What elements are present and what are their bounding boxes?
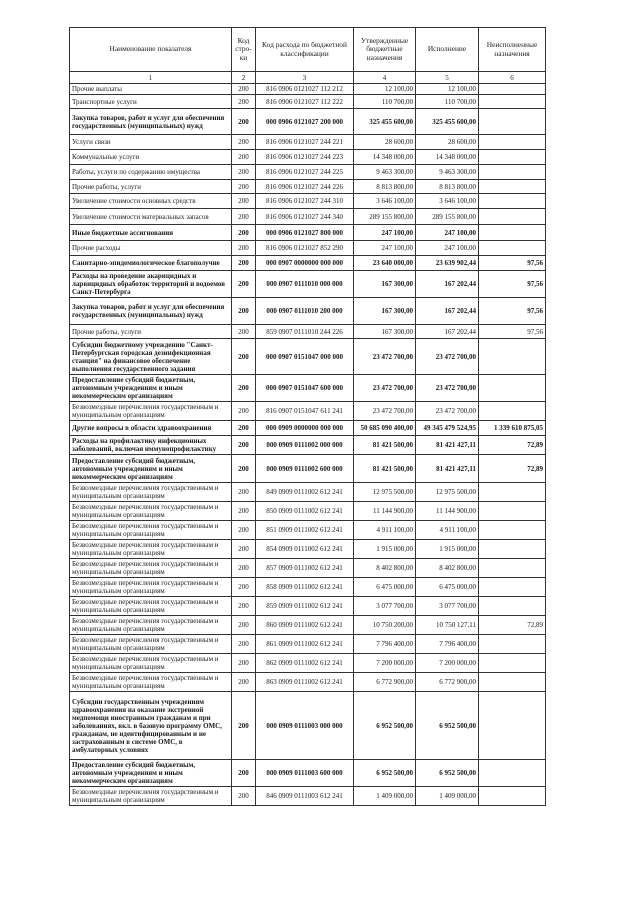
row-expense-code: 860 0909 0111002 612 241 bbox=[256, 616, 354, 635]
row-expense-code: 816 0906 0121027 244 226 bbox=[256, 180, 354, 194]
table-row bbox=[70, 436, 546, 455]
row-expense-code: 000 0909 0000000 000 000 bbox=[256, 421, 354, 436]
row-line-code: 200 bbox=[232, 455, 256, 483]
table-row bbox=[70, 616, 546, 635]
table-row bbox=[70, 84, 546, 95]
row-approved: 23 640 000,00 bbox=[354, 256, 416, 271]
table-row bbox=[70, 483, 546, 502]
row-expense-code: 859 0909 0111002 612 241 bbox=[256, 597, 354, 616]
row-name: Безвозмездные перечисления государственным и муниципальным организациям bbox=[70, 673, 232, 692]
row-approved: 50 685 090 400,00 bbox=[354, 421, 416, 436]
row-executed: 9 463 300,00 bbox=[416, 165, 479, 180]
table-row bbox=[70, 109, 546, 135]
row-name: Безвозмездные перечисления государственным и муниципальным организациям bbox=[70, 540, 232, 559]
row-line-code: 200 bbox=[232, 760, 256, 787]
row-name: Увеличение стоимости основных средств bbox=[70, 194, 232, 209]
row-unexecuted bbox=[479, 375, 546, 402]
row-executed: 11 144 900,00 bbox=[416, 502, 479, 521]
row-expense-code: 851 0909 0111002 612 241 bbox=[256, 521, 354, 540]
row-line-code: 200 bbox=[232, 521, 256, 540]
row-executed: 28 600,00 bbox=[416, 135, 479, 150]
row-approved: 3 077 700,00 bbox=[354, 597, 416, 616]
row-unexecuted bbox=[479, 692, 546, 760]
row-name: Расходы на профилактику инфекционных заболеваний, включая иммунопрофилактику bbox=[70, 436, 232, 455]
row-name: Транспортные услуги bbox=[70, 95, 232, 109]
row-name: Безвозмездные перечисления государственным и муниципальным организациям bbox=[70, 483, 232, 502]
row-unexecuted bbox=[479, 209, 546, 225]
row-executed: 6 952 500,00 bbox=[416, 760, 479, 787]
row-approved: 11 144 900,00 bbox=[354, 502, 416, 521]
row-expense-code: 862 0909 0111002 612 241 bbox=[256, 654, 354, 673]
row-approved: 12 975 500,00 bbox=[354, 483, 416, 502]
row-line-code: 200 bbox=[232, 654, 256, 673]
table-row bbox=[70, 692, 546, 760]
row-name: Прочие расходы bbox=[70, 241, 232, 256]
row-approved: 12 100,00 bbox=[354, 84, 416, 95]
row-executed: 81 421 427,11 bbox=[416, 436, 479, 455]
row-expense-code: 859 0907 0111010 244 226 bbox=[256, 325, 354, 339]
row-line-code: 200 bbox=[232, 165, 256, 180]
row-unexecuted bbox=[479, 180, 546, 194]
row-expense-code: 854 0909 0111002 612 241 bbox=[256, 540, 354, 559]
row-executed: 23 472 700,00 bbox=[416, 402, 479, 421]
row-unexecuted bbox=[479, 402, 546, 421]
row-name: Безвозмездные перечисления государственным и муниципальным организациям bbox=[70, 654, 232, 673]
row-line-code: 200 bbox=[232, 673, 256, 692]
row-approved: 1 915 000,00 bbox=[354, 540, 416, 559]
row-executed: 10 750 127,11 bbox=[416, 616, 479, 635]
row-name: Иные бюджетные ассигнования bbox=[70, 225, 232, 241]
row-name: Прочие работы, услуги bbox=[70, 325, 232, 339]
row-approved: 10 750 200,00 bbox=[354, 616, 416, 635]
table-row bbox=[70, 180, 546, 194]
row-line-code: 200 bbox=[232, 95, 256, 109]
row-unexecuted bbox=[479, 760, 546, 787]
row-name: Закупка товаров, работ и услуг для обеспечения государственных (муниципальных) нужд bbox=[70, 109, 232, 135]
table-row bbox=[70, 325, 546, 339]
row-line-code: 200 bbox=[232, 225, 256, 241]
row-expense-code: 000 0907 0000000 000 000 bbox=[256, 256, 354, 271]
row-executed: 7 796 400,00 bbox=[416, 635, 479, 654]
row-executed: 8 813 800,00 bbox=[416, 180, 479, 194]
row-name: Предоставление субсидий бюджетным, автономным учреждениям и иным некоммерческим организациям bbox=[70, 760, 232, 787]
row-approved: 6 772 900,00 bbox=[354, 673, 416, 692]
row-executed: 3 646 100,00 bbox=[416, 194, 479, 209]
row-unexecuted: 97,56 bbox=[479, 325, 546, 339]
row-approved: 167 300,00 bbox=[354, 298, 416, 325]
row-unexecuted bbox=[479, 559, 546, 578]
row-unexecuted bbox=[479, 165, 546, 180]
column-number: 6 bbox=[479, 72, 546, 84]
row-unexecuted bbox=[479, 521, 546, 540]
row-executed: 289 155 800,00 bbox=[416, 209, 479, 225]
row-executed: 8 402 800,00 bbox=[416, 559, 479, 578]
row-line-code: 200 bbox=[232, 483, 256, 502]
row-unexecuted bbox=[479, 483, 546, 502]
row-expense-code: 816 0906 0121027 112 212 bbox=[256, 84, 354, 95]
row-line-code: 200 bbox=[232, 194, 256, 209]
row-approved: 81 421 500,00 bbox=[354, 455, 416, 483]
row-line-code: 200 bbox=[232, 375, 256, 402]
table-row bbox=[70, 654, 546, 673]
row-line-code: 200 bbox=[232, 616, 256, 635]
row-unexecuted bbox=[479, 339, 546, 375]
row-unexecuted: 97,56 bbox=[479, 298, 546, 325]
row-approved: 289 155 800,00 bbox=[354, 209, 416, 225]
row-unexecuted bbox=[479, 135, 546, 150]
header-name: Наименование показателя bbox=[70, 28, 232, 72]
budget-execution-table bbox=[69, 27, 546, 806]
row-name: Безвозмездные перечисления государственным и муниципальным организациям bbox=[70, 502, 232, 521]
column-number: 5 bbox=[416, 72, 479, 84]
row-unexecuted bbox=[479, 673, 546, 692]
row-expense-code: 000 0907 0111010 000 000 bbox=[256, 271, 354, 298]
row-unexecuted bbox=[479, 635, 546, 654]
table-row bbox=[70, 165, 546, 180]
row-line-code: 200 bbox=[232, 692, 256, 760]
column-number: 1 bbox=[70, 72, 232, 84]
row-expense-code: 000 0909 0111003 000 000 bbox=[256, 692, 354, 760]
table-header-row bbox=[70, 28, 546, 72]
row-name: Безвозмездные перечисления государственным и муниципальным организациям bbox=[70, 402, 232, 421]
row-expense-code: 816 0906 0121027 244 225 bbox=[256, 165, 354, 180]
row-expense-code: 816 0906 0121027 244 310 bbox=[256, 194, 354, 209]
row-expense-code: 000 0907 0151047 000 000 bbox=[256, 339, 354, 375]
row-name: Безвозмездные перечисления государственным и муниципальным организациям bbox=[70, 635, 232, 654]
header-approved: Утвержденные бюджетные назначения bbox=[354, 28, 416, 72]
table-row bbox=[70, 760, 546, 787]
table-row bbox=[70, 95, 546, 109]
table-row bbox=[70, 402, 546, 421]
row-unexecuted bbox=[479, 225, 546, 241]
row-expense-code: 816 0906 0121027 852 290 bbox=[256, 241, 354, 256]
row-line-code: 200 bbox=[232, 84, 256, 95]
row-unexecuted: 97,56 bbox=[479, 256, 546, 271]
row-line-code: 200 bbox=[232, 109, 256, 135]
row-executed: 49 345 479 524,95 bbox=[416, 421, 479, 436]
row-line-code: 200 bbox=[232, 256, 256, 271]
row-line-code: 200 bbox=[232, 578, 256, 597]
row-executed: 23 472 700,00 bbox=[416, 375, 479, 402]
row-line-code: 200 bbox=[232, 209, 256, 225]
row-name: Субсидии государственным учреждениям здравоохранения на оказание экстренной медпомощи иностранным гражданам и при заболеваниях, вкл. в базовую программу ОМС, гражданам, не идентифицированным и не застрахованным в системе ОМС, в амбулаторных условиях bbox=[70, 692, 232, 760]
row-approved: 110 700,00 bbox=[354, 95, 416, 109]
row-approved: 7 200 000,00 bbox=[354, 654, 416, 673]
table-row bbox=[70, 455, 546, 483]
row-unexecuted bbox=[479, 109, 546, 135]
row-approved: 81 421 500,00 bbox=[354, 436, 416, 455]
row-executed: 14 348 000,00 bbox=[416, 150, 479, 165]
row-expense-code: 863 0909 0111002 612 241 bbox=[256, 673, 354, 692]
row-approved: 7 796 400,00 bbox=[354, 635, 416, 654]
row-executed: 6 952 500,00 bbox=[416, 692, 479, 760]
row-name: Безвозмездные перечисления государственным и муниципальным организациям bbox=[70, 787, 232, 806]
table-row bbox=[70, 540, 546, 559]
row-approved: 9 463 300,00 bbox=[354, 165, 416, 180]
row-name: Прочие выплаты bbox=[70, 84, 232, 95]
row-name: Санитарно-эпидемиологическое благополучие bbox=[70, 256, 232, 271]
row-approved: 23 472 700,00 bbox=[354, 339, 416, 375]
row-line-code: 200 bbox=[232, 339, 256, 375]
row-name: Коммунальные услуги bbox=[70, 150, 232, 165]
row-unexecuted bbox=[479, 597, 546, 616]
row-approved: 167 300,00 bbox=[354, 271, 416, 298]
row-executed: 6 475 000,00 bbox=[416, 578, 479, 597]
row-executed: 23 472 700,00 bbox=[416, 339, 479, 375]
row-unexecuted: 72,89 bbox=[479, 455, 546, 483]
row-line-code: 200 bbox=[232, 540, 256, 559]
row-line-code: 200 bbox=[232, 135, 256, 150]
row-executed: 167 202,44 bbox=[416, 325, 479, 339]
row-executed: 110 700,00 bbox=[416, 95, 479, 109]
row-approved: 23 472 700,00 bbox=[354, 402, 416, 421]
row-name: Безвозмездные перечисления государственным и муниципальным организациям bbox=[70, 559, 232, 578]
row-name: Безвозмездные перечисления государственным и муниципальным организациям bbox=[70, 521, 232, 540]
row-executed: 23 639 902,44 bbox=[416, 256, 479, 271]
row-approved: 6 475 000,00 bbox=[354, 578, 416, 597]
header-expense-code: Код расхода по бюджетной классификации bbox=[256, 28, 354, 72]
row-executed: 12 975 500,00 bbox=[416, 483, 479, 502]
row-name: Увеличение стоимости материальных запасов bbox=[70, 209, 232, 225]
row-unexecuted bbox=[479, 787, 546, 806]
row-expense-code: 849 0909 0111002 612 241 bbox=[256, 483, 354, 502]
row-executed: 81 421 427,11 bbox=[416, 455, 479, 483]
row-name: Предоставление субсидий бюджетным, автономным учреждениям и иным некоммерческим организациям bbox=[70, 455, 232, 483]
table-row bbox=[70, 209, 546, 225]
column-number-row bbox=[70, 72, 546, 84]
row-executed: 1 409 000,00 bbox=[416, 787, 479, 806]
table-row bbox=[70, 578, 546, 597]
row-expense-code: 816 0906 0121027 244 221 bbox=[256, 135, 354, 150]
row-unexecuted bbox=[479, 84, 546, 95]
row-executed: 6 772 900,00 bbox=[416, 673, 479, 692]
row-approved: 8 813 800,00 bbox=[354, 180, 416, 194]
row-approved: 247 100,00 bbox=[354, 225, 416, 241]
table-row bbox=[70, 194, 546, 209]
row-expense-code: 000 0907 0151047 600 000 bbox=[256, 375, 354, 402]
row-expense-code: 816 0906 0121027 244 223 bbox=[256, 150, 354, 165]
row-unexecuted: 1 339 610 875,05 bbox=[479, 421, 546, 436]
row-unexecuted: 72,89 bbox=[479, 616, 546, 635]
row-line-code: 200 bbox=[232, 298, 256, 325]
row-line-code: 200 bbox=[232, 241, 256, 256]
row-name: Безвозмездные перечисления государственным и муниципальным организациям bbox=[70, 616, 232, 635]
row-approved: 6 952 500,00 bbox=[354, 760, 416, 787]
row-executed: 4 911 100,00 bbox=[416, 521, 479, 540]
row-line-code: 200 bbox=[232, 271, 256, 298]
row-line-code: 200 bbox=[232, 559, 256, 578]
row-approved: 4 911 100,00 bbox=[354, 521, 416, 540]
row-line-code: 200 bbox=[232, 421, 256, 436]
row-unexecuted bbox=[479, 578, 546, 597]
header-line-code: Код стро-ки bbox=[232, 28, 256, 72]
row-expense-code: 816 0906 0121027 244 340 bbox=[256, 209, 354, 225]
row-unexecuted bbox=[479, 194, 546, 209]
table-row bbox=[70, 241, 546, 256]
column-number: 4 bbox=[354, 72, 416, 84]
table-row bbox=[70, 787, 546, 806]
row-approved: 28 600,00 bbox=[354, 135, 416, 150]
row-line-code: 200 bbox=[232, 150, 256, 165]
row-executed: 3 077 700,00 bbox=[416, 597, 479, 616]
header-unexecuted: Неисполненные назначения bbox=[479, 28, 546, 72]
row-expense-code: 858 0909 0111002 612 241 bbox=[256, 578, 354, 597]
table-row bbox=[70, 135, 546, 150]
row-approved: 247 100,00 bbox=[354, 241, 416, 256]
row-expense-code: 000 0909 0111002 600 000 bbox=[256, 455, 354, 483]
row-approved: 3 646 100,00 bbox=[354, 194, 416, 209]
row-approved: 1 409 000,00 bbox=[354, 787, 416, 806]
row-executed: 7 200 000,00 bbox=[416, 654, 479, 673]
row-expense-code: 846 0909 0111003 612 241 bbox=[256, 787, 354, 806]
row-unexecuted bbox=[479, 540, 546, 559]
row-unexecuted bbox=[479, 95, 546, 109]
row-line-code: 200 bbox=[232, 597, 256, 616]
table-row bbox=[70, 421, 546, 436]
column-number: 3 bbox=[256, 72, 354, 84]
row-line-code: 200 bbox=[232, 325, 256, 339]
row-expense-code: 816 0907 0151047 611 241 bbox=[256, 402, 354, 421]
table-body bbox=[70, 84, 546, 806]
row-name: Другие вопросы в области здравоохранения bbox=[70, 421, 232, 436]
row-line-code: 200 bbox=[232, 436, 256, 455]
row-expense-code: 857 0909 0111002 612 241 bbox=[256, 559, 354, 578]
table-row bbox=[70, 298, 546, 325]
row-executed: 167 202,44 bbox=[416, 298, 479, 325]
row-name: Предоставление субсидий бюджетным, автономным учреждениям и иным некоммерческим организациям bbox=[70, 375, 232, 402]
row-name: Закупка товаров, работ и услуг для обеспечения государственных (муниципальных) нужд bbox=[70, 298, 232, 325]
row-executed: 247 100,00 bbox=[416, 225, 479, 241]
row-executed: 12 100,00 bbox=[416, 84, 479, 95]
table-row bbox=[70, 635, 546, 654]
row-name: Безвозмездные перечисления государственным и муниципальным организациям bbox=[70, 578, 232, 597]
row-unexecuted: 72,89 bbox=[479, 436, 546, 455]
row-unexecuted: 97,56 bbox=[479, 271, 546, 298]
table-row bbox=[70, 150, 546, 165]
row-approved: 8 402 800,00 bbox=[354, 559, 416, 578]
table-row bbox=[70, 559, 546, 578]
row-approved: 167 300,00 bbox=[354, 325, 416, 339]
row-expense-code: 000 0906 0121027 800 000 bbox=[256, 225, 354, 241]
row-name: Расходы на проведение акарицидных и ларвицидных обработок территорий и водоемов Санкт-Петербурга bbox=[70, 271, 232, 298]
row-line-code: 200 bbox=[232, 635, 256, 654]
row-expense-code: 000 0909 0111002 000 000 bbox=[256, 436, 354, 455]
row-name: Прочие работы, услуги bbox=[70, 180, 232, 194]
row-line-code: 200 bbox=[232, 180, 256, 194]
row-approved: 6 952 500,00 bbox=[354, 692, 416, 760]
row-unexecuted bbox=[479, 241, 546, 256]
table-row bbox=[70, 271, 546, 298]
row-executed: 325 455 600,00 bbox=[416, 109, 479, 135]
row-expense-code: 816 0906 0121027 112 222 bbox=[256, 95, 354, 109]
header-executed: Исполнение bbox=[416, 28, 479, 72]
table-row bbox=[70, 339, 546, 375]
row-name: Работы, услуги по содержанию имущества bbox=[70, 165, 232, 180]
row-expense-code: 000 0909 0111003 600 000 bbox=[256, 760, 354, 787]
row-executed: 1 915 000,00 bbox=[416, 540, 479, 559]
row-name: Услуги связи bbox=[70, 135, 232, 150]
row-unexecuted bbox=[479, 654, 546, 673]
row-name: Безвозмездные перечисления государственным и муниципальным организациям bbox=[70, 597, 232, 616]
row-line-code: 200 bbox=[232, 502, 256, 521]
table-row bbox=[70, 597, 546, 616]
row-name: Субсидии бюджетному учреждению "Санкт-Петербургская городская дезинфекционная станция" на финансовое обеспечение выполнения государственного задания bbox=[70, 339, 232, 375]
table-row bbox=[70, 673, 546, 692]
row-approved: 14 348 000,00 bbox=[354, 150, 416, 165]
row-unexecuted bbox=[479, 502, 546, 521]
row-executed: 247 100,00 bbox=[416, 241, 479, 256]
row-expense-code: 861 0909 0111002 612 241 bbox=[256, 635, 354, 654]
row-unexecuted bbox=[479, 150, 546, 165]
column-number: 2 bbox=[232, 72, 256, 84]
row-approved: 325 455 600,00 bbox=[354, 109, 416, 135]
row-expense-code: 000 0906 0121027 200 000 bbox=[256, 109, 354, 135]
table-row bbox=[70, 502, 546, 521]
table-row bbox=[70, 521, 546, 540]
row-executed: 167 202,44 bbox=[416, 271, 479, 298]
row-expense-code: 850 0909 0111002 612 241 bbox=[256, 502, 354, 521]
table-row bbox=[70, 375, 546, 402]
row-line-code: 200 bbox=[232, 402, 256, 421]
row-approved: 23 472 700,00 bbox=[354, 375, 416, 402]
table-row bbox=[70, 256, 546, 271]
table-row bbox=[70, 225, 546, 241]
row-line-code: 200 bbox=[232, 787, 256, 806]
row-expense-code: 000 0907 0111010 200 000 bbox=[256, 298, 354, 325]
